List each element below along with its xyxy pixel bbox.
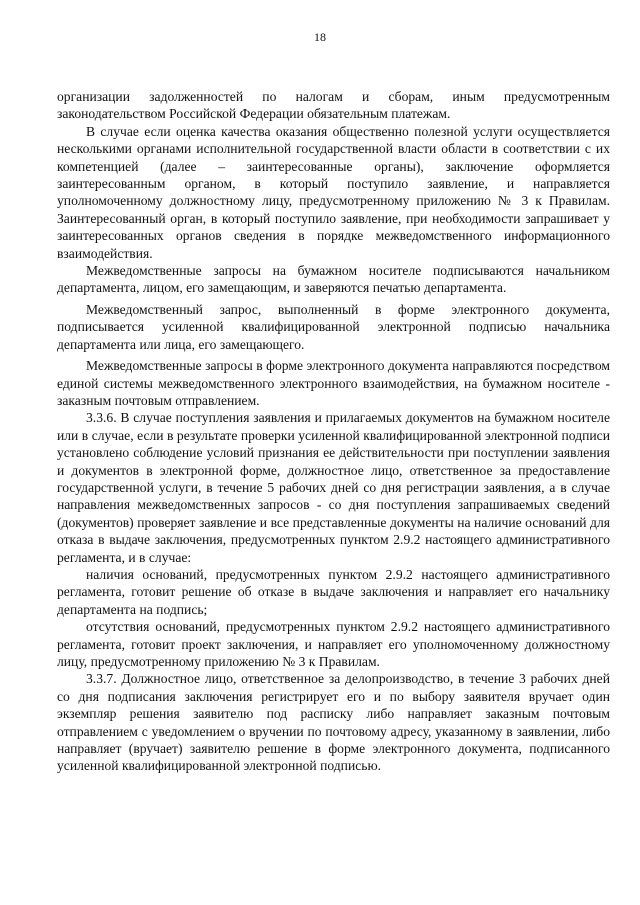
paragraph-3-3-6: 3.3.6. В случае поступления заявления и прилагаемых документов на бумажном носителе или в случае, если в результате проверки усиленной квалифицированной электронной подписи установлено соблюдение условий признания ее действительности при поступлении заявления и документов в электронной форме, должностное лицо, ответственное за предоставление государственной услуги, в течение 5 рабочих дней со дня регистрации заявления, а в случае направления межведомственных запросов - со дня поступления запрашиваемых сведений (документов) проверяет заявление и все представленные документы на наличие оснований для отказа в выдаче заключения, предусмотренных пунктом 2.9.2 настоящего административного регламента, и в случае: [57, 410, 610, 565]
paragraph-interested-bodies: В случае если оценка качества оказания общественно полезной услуги осуществляется несколькими органами исполнительной государственной власти области в соответствии с их компетенцией (далее – заинтересованные органы), заключение оформляется заинтересованным органом, в который поступило заявление, и направляется уполномоченному должностному лицу, предусмотренному приложению № 3 к Правилам. Заинтересованный орган, в который поступило заявление, при необходимости запрашивает у заинтересованных органов сведения в порядке межведомственного информационного взаимодействия. [57, 123, 610, 261]
paragraph-request-delivery: Межведомственные запросы в форме электронного документа направляются посредством единой системы межведомственного электронного взаимодействия, на бумажном носителе - заказным почтовым отправлением. [57, 358, 610, 408]
paragraph-grounds-present: наличия оснований, предусмотренных пунктом 2.9.2 настоящего административного регламента, готовит решение об отказе в выдаче заключения и направляет его начальнику департамента на подпись; [57, 566, 610, 617]
page-number: 18 [314, 30, 326, 44]
paragraph-continuation: организации задолженностей по налогам и сборам, иным предусмотренным законодательством Российской Федерации обязательным платежам. [57, 89, 610, 122]
paragraph-3-3-7: 3.3.7. Должностное лицо, ответственное за делопроизводство, в течение 3 рабочих дней со дня подписания заключения регистрирует его и по выбору заявителя вручает один экземпляр решения заявителю под расписку либо направляет заказным почтовым отправлением с уведомлением о вручении по почтовому адресу, указанному в заявлении, либо направляет (вручает) заявителю решение в форме электронного документа, подписанного усиленной квалифицированной электронной подписью. [57, 671, 610, 774]
paragraph-electronic-request: Межведомственный запрос, выполненный в форме электронного документа, подписывается усиленной квалифицированной электронной подписью начальника департамента или лица, его замещающего. [57, 301, 610, 352]
document-body [57, 88, 610, 775]
paragraph-paper-requests: Межведомственные запросы на бумажном носителе подписываются начальником департамента, лицом, его замещающим, и заверяются печатью департамента. [57, 263, 610, 296]
paragraph-grounds-absent: отсутствия оснований, предусмотренных пунктом 2.9.2 настоящего административного регламента, готовит проект заключения, и направляет его уполномоченному должностному лицу, предусмотренному приложению № 3 к Правилам. [57, 619, 610, 669]
